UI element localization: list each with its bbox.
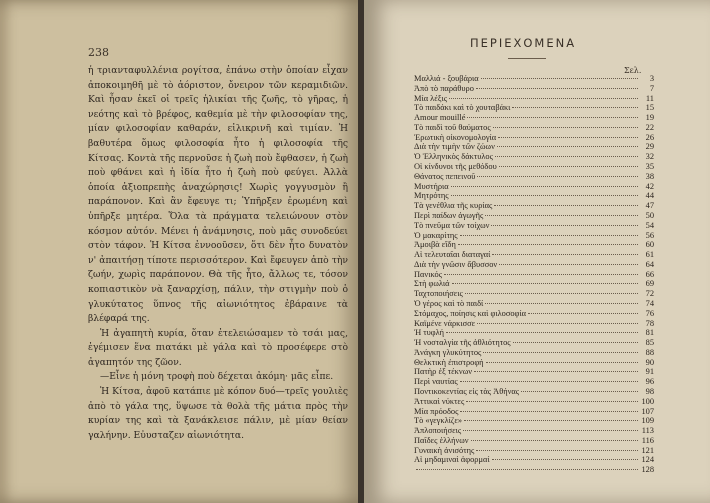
dot-leader: [444, 274, 638, 275]
dot-leader: [460, 381, 638, 382]
dot-leader: [499, 264, 638, 265]
dot-leader: [492, 459, 638, 460]
toc-entry-title: Τὸ παιδάκι καὶ τὸ χουταβάκι: [414, 103, 511, 113]
toc-entry: [414, 94, 654, 104]
toc-entry: [414, 299, 654, 309]
toc-entry-title: Διὰ τὴν τιμὴν τῶν ζώων: [414, 142, 495, 152]
toc-entry-page: 47: [645, 201, 654, 211]
dot-leader: [463, 430, 638, 431]
toc-entry-title: Θελκτικὴ ἐπιστροφή: [414, 357, 484, 367]
toc-entry: [414, 221, 654, 231]
toc-entry: [414, 465, 654, 475]
dot-leader: [477, 176, 638, 177]
toc-entry: [414, 162, 654, 172]
toc-entry: [414, 309, 654, 319]
toc-entry: [414, 387, 654, 397]
dot-leader: [477, 323, 638, 324]
toc-entry-title: Μητρότης: [414, 191, 449, 201]
dot-leader: [464, 420, 638, 421]
dot-leader: [460, 411, 638, 412]
toc-entry-title: Αἱ τελευταῖαι διαταγαί: [414, 250, 491, 260]
toc-entry: [414, 455, 654, 465]
toc-entry-title: Θάνατος πεπεινοῦ: [414, 171, 476, 181]
dot-leader: [528, 313, 638, 314]
toc-entry-page: 88: [645, 347, 654, 357]
toc-entry-title: Ἀττικαὶ νύκτες: [414, 396, 465, 406]
dot-leader: [451, 186, 638, 187]
toc-entry-page: 98: [645, 387, 654, 396]
toc-entry-page: 76: [645, 308, 654, 318]
dot-leader: [471, 440, 638, 441]
toc-entry-title: Στόμαχος, ποίησις καὶ φιλοσοφία: [414, 308, 526, 318]
toc-entry: [414, 240, 654, 250]
toc-entry-title: Ἐρωτικὴ οἰκονομολογία: [414, 132, 497, 142]
toc-entry-page: 3: [649, 74, 654, 83]
dot-leader: [491, 225, 638, 226]
toc-entry-title: Ἀπλοποιήσεις: [414, 426, 462, 436]
toc-entry-page: 66: [645, 269, 654, 279]
toc-entry: [414, 407, 654, 417]
dot-leader: [494, 205, 638, 206]
toc-entry: [414, 358, 654, 368]
dot-leader: [474, 371, 638, 372]
toc-entry-page: 91: [645, 367, 654, 377]
toc-entry-page: 42: [645, 181, 654, 191]
dot-leader: [446, 332, 638, 333]
dot-leader: [451, 195, 638, 196]
dot-leader: [483, 352, 638, 353]
dot-leader: [521, 391, 638, 392]
page-column-label: Σελ.: [624, 66, 642, 75]
toc-entry: [414, 123, 654, 133]
toc-entry-title: Ἡ τυφλή: [414, 328, 445, 338]
contents-title: ΠΕΡΙΕΧΟΜΕΝΑ: [470, 36, 577, 50]
dot-leader: [493, 127, 638, 128]
toc-entry-title: Περὶ ναυτίας: [414, 377, 458, 387]
toc-entry-page: 29: [645, 142, 654, 152]
toc-entry-title: Πατὴρ ἐξ τέκνων: [414, 367, 472, 377]
toc-entry: [414, 416, 654, 426]
toc-entry: [414, 191, 654, 201]
toc-entry: [414, 367, 654, 377]
toc-entry-title: Ἀπὸ τὸ παράθυρο: [414, 83, 474, 93]
toc-entry: [414, 103, 654, 113]
toc-entry-title: Ποντικοκεντίας εἰς τὰς Ἀθήνας: [414, 387, 520, 396]
dot-leader: [476, 88, 638, 89]
dot-leader: [466, 401, 638, 402]
table-of-contents: [414, 74, 654, 475]
toc-entry: [414, 270, 654, 280]
dot-leader: [485, 303, 638, 304]
toc-entry-page: 44: [645, 191, 654, 201]
dot-leader: [449, 98, 638, 99]
toc-entry-title: Τὸ παιδὶ τοῦ θαύματος: [414, 122, 491, 132]
toc-entry-title: Ὁ μακαρίτης: [414, 230, 458, 240]
toc-entry-page: 22: [645, 122, 654, 132]
toc-entry-page: 69: [645, 279, 654, 289]
toc-entry-page: 61: [645, 250, 654, 260]
toc-entry-title: Ἡ νοσταλγία τῆς ἀθλιότητος: [414, 338, 511, 348]
toc-entry: [414, 426, 654, 436]
toc-entry: [414, 231, 654, 241]
toc-entry-title: Τὸ «γεγκλίζε»: [414, 416, 463, 426]
toc-entry-title: Τὸ πνεῦμα τῶν τοίχων: [414, 220, 490, 230]
toc-entry-page: 81: [645, 328, 654, 338]
toc-entry: [414, 260, 654, 270]
toc-entry-title: Ἀμοιβὰ εἴδη: [414, 240, 456, 250]
toc-entry-title: Στὴ φωλιά: [414, 279, 450, 289]
dot-leader: [416, 469, 638, 470]
toc-entry: [414, 328, 654, 338]
paragraph: ἡ τριανταφυλλένια ρογίτσα, ἐπάνω στὴν ὁποίαν εἶχαν ἀποκοιμηθῆ μὲ τὸ ἀόριστον, ὄνειρον τῶν κεραμιδιῶν. Καὶ ἦσαν ἐκεῖ οἱ τρεῖς ἡλικίαι τῆς ζωῆς, τὸ γῆρας, ἡ νεότης καὶ τὸ βρέφος, καθεμία μὲ τὴν φιλοσοφίαν της, μίαν φιλοσοφίαν καθαράν, εἰλικρινῆ καὶ τιμίαν. Ἡ βαθυτέρα ὅμως φιλοσοφία ἦτο ἡ φιλοσοφία τῆς Κίτσας. Κοντὰ τῆς περνοῦσε ἡ ζωὴ ποὺ ἔφθασεν, ἡ ζωὴ ποὺ φθάνει καὶ ἡ ἰδία ἦτο ἡ ζωὴ ποὺ φεύγει. Ἀλλὰ ὁποία ἀξιοπρεπὴς ἀναχώρησις! Χωρὶς γογγυσμὸν ἢ παράπονον. Καὶ ἂν ἔφευγε τι; Ὑπῆρξεν ἐρωμένη καὶ ὑπῆρξε μητέρα. Ὅλα τὰ πράγματα τελειώνουν στὸν κόσμον αὐτόν. Μένει ἡ ἀνάμνησις, ποὺ μᾶς συνοδεύει στὸν τάφον. Ἡ Κίτσα ἐννοοῦσεν, ὅτι δὲν ἦτο δυνατὸν ν' ἀπαιτήσῃ τίποτε περισσότερον. Καὶ ἔφευγεν ἀπὸ τὴν ζωήν, χωρὶς παράπονον. Θὰ τῆς ἦτο, ἄλλως τε, τόσον κοπιαστικὸν νὰ ξαναρχίσῃ, πάλιν, τὴν στιγμὴν ποὺ ὁ γλυκύτατος ὕπνος τῆς αἰωνιότητος ἐβάραινε τὰ βλέφαρά της.: [88, 65, 348, 325]
toc-entry-title: Ἀνάγκη γλυκύτητος: [414, 347, 482, 357]
toc-entry: [414, 201, 654, 211]
dot-leader: [512, 107, 638, 108]
body-text: [88, 64, 348, 443]
toc-entry-title: Οἱ κίνδυνοι τῆς μεθόδου: [414, 162, 497, 172]
toc-entry: [414, 397, 654, 407]
dot-leader: [481, 78, 638, 79]
toc-entry-page: 74: [645, 298, 654, 308]
toc-entry: [414, 348, 654, 358]
toc-entry-page: 124: [641, 455, 654, 465]
toc-entry-page: 100: [641, 396, 654, 406]
toc-entry-page: 64: [645, 259, 654, 269]
toc-entry-title: Amour mouillé: [414, 113, 466, 123]
toc-entry: [414, 74, 654, 84]
toc-entry-title: Ὁ γέρος καὶ τὸ παιδί: [414, 298, 484, 308]
toc-entry: [414, 211, 654, 221]
dot-leader: [452, 283, 638, 284]
title-rule: [508, 58, 546, 59]
toc-entry: [414, 84, 654, 94]
toc-entry-page: 56: [645, 230, 654, 240]
paragraph: —Εἶνε ἡ μόνη τροφὴ ποὺ δέχεται ἀκόμη· μᾶς εἶπε.: [100, 371, 334, 383]
dot-leader: [460, 235, 638, 236]
toc-entry-page: 54: [645, 220, 654, 230]
toc-entry-page: 38: [645, 171, 654, 181]
toc-entry: [414, 377, 654, 387]
dot-leader: [486, 362, 638, 363]
dot-leader: [497, 146, 638, 147]
toc-entry-page: 11: [645, 93, 654, 103]
toc-entry-page: 15: [645, 103, 654, 113]
toc-entry-title: Πανικός: [414, 269, 443, 279]
toc-entry-title: Περὶ παίδων ἀγωγῆς: [414, 210, 484, 220]
toc-entry: [414, 182, 654, 192]
toc-entry-title: Παῖδες ἑλλήνων: [414, 435, 469, 445]
dot-leader: [498, 137, 638, 138]
toc-entry-page: 32: [645, 152, 654, 162]
toc-entry-title: Ὁ Ἑλληνικὸς δάκτυλος: [414, 152, 493, 162]
toc-entry-page: 85: [645, 338, 654, 348]
toc-entry-title: Αἱ μηδαμιναὶ ἀφορμαί: [414, 455, 490, 465]
toc-entry: [414, 279, 654, 289]
toc-entry-page: 107: [641, 406, 654, 416]
toc-entry-page: 72: [645, 289, 654, 299]
toc-entry-page: 78: [645, 318, 654, 328]
dot-leader: [499, 166, 638, 167]
toc-entry: [414, 152, 654, 162]
toc-entry: [414, 172, 654, 182]
toc-entry-title: Μία πρόοδος: [414, 406, 459, 416]
toc-entry: [414, 113, 654, 123]
toc-entry-page: 128: [641, 465, 654, 475]
toc-entry-title: Τὰ γενέθλια τῆς κυρίας: [414, 201, 493, 211]
toc-entry-title: Ταχτοποιήσεις: [414, 289, 463, 299]
toc-entry-title: Διὰ τὴν γνῶσιν ἄβυσσον: [414, 259, 498, 269]
toc-entry: [414, 250, 654, 260]
toc-entry-page: 121: [641, 445, 654, 455]
toc-entry-page: 96: [645, 377, 654, 387]
toc-entry-title: Μία λέξις: [414, 93, 448, 103]
toc-entry-page: 19: [645, 113, 654, 123]
toc-entry-title: Καϊμένε νάρκισσε: [414, 318, 476, 328]
toc-entry-page: 35: [645, 162, 654, 172]
toc-entry: [414, 133, 654, 143]
toc-entry: [414, 319, 654, 329]
toc-entry: [414, 446, 654, 456]
toc-entry: [414, 436, 654, 446]
toc-entry-page: 116: [641, 435, 654, 445]
page-number: 238: [88, 46, 109, 59]
toc-entry-page: 90: [645, 357, 654, 367]
dot-leader: [467, 117, 638, 118]
toc-entry-title: Μυστήρια: [414, 181, 449, 191]
toc-entry-page: 26: [645, 132, 654, 142]
paragraph: Ἡ Κίτσα, ἀφοῦ κατάπιε μὲ κόπον δυό—τρεῖς γουλιὲς ἀπὸ τὸ γάλα της, ὕψωσε τὰ θολὰ τῆς μάτια πρὸς τὴν κυρίαν της καὶ τὰ ξανάκλεισε πάλιν, μὲ μίαν θείαν γαλήνην. Εὐυσταζεν αἰωνιότητα.: [88, 386, 348, 441]
dot-leader: [465, 293, 638, 294]
dot-leader: [458, 244, 638, 245]
dot-leader: [495, 156, 638, 157]
toc-entry: [414, 142, 654, 152]
paragraph: Ἡ ἀγαπητὴ κυρία, ὅταν ἐτελειώσαμεν τὸ τσάι μας, ἐγέμισεν ἕνα πιατάκι μὲ γάλα καὶ τὸ προσέφερε στὸ ἀγαπητόν της ζῶον.: [88, 327, 348, 368]
toc-entry: [414, 289, 654, 299]
dot-leader: [492, 254, 638, 255]
toc-entry-page: 109: [641, 416, 654, 426]
toc-entry-page: 113: [641, 426, 654, 436]
toc-entry-page: 7: [649, 83, 654, 93]
toc-entry-page: 50: [645, 210, 654, 220]
dot-leader: [513, 342, 638, 343]
toc-entry-title: Μαλλιά - ξουβάρια: [414, 74, 479, 83]
toc-entry-page: 60: [645, 240, 654, 250]
toc-entry: [414, 338, 654, 348]
dot-leader: [485, 215, 638, 216]
toc-entry-title: Γυναικὴ ἀνισότης: [414, 445, 475, 455]
dot-leader: [476, 450, 638, 451]
